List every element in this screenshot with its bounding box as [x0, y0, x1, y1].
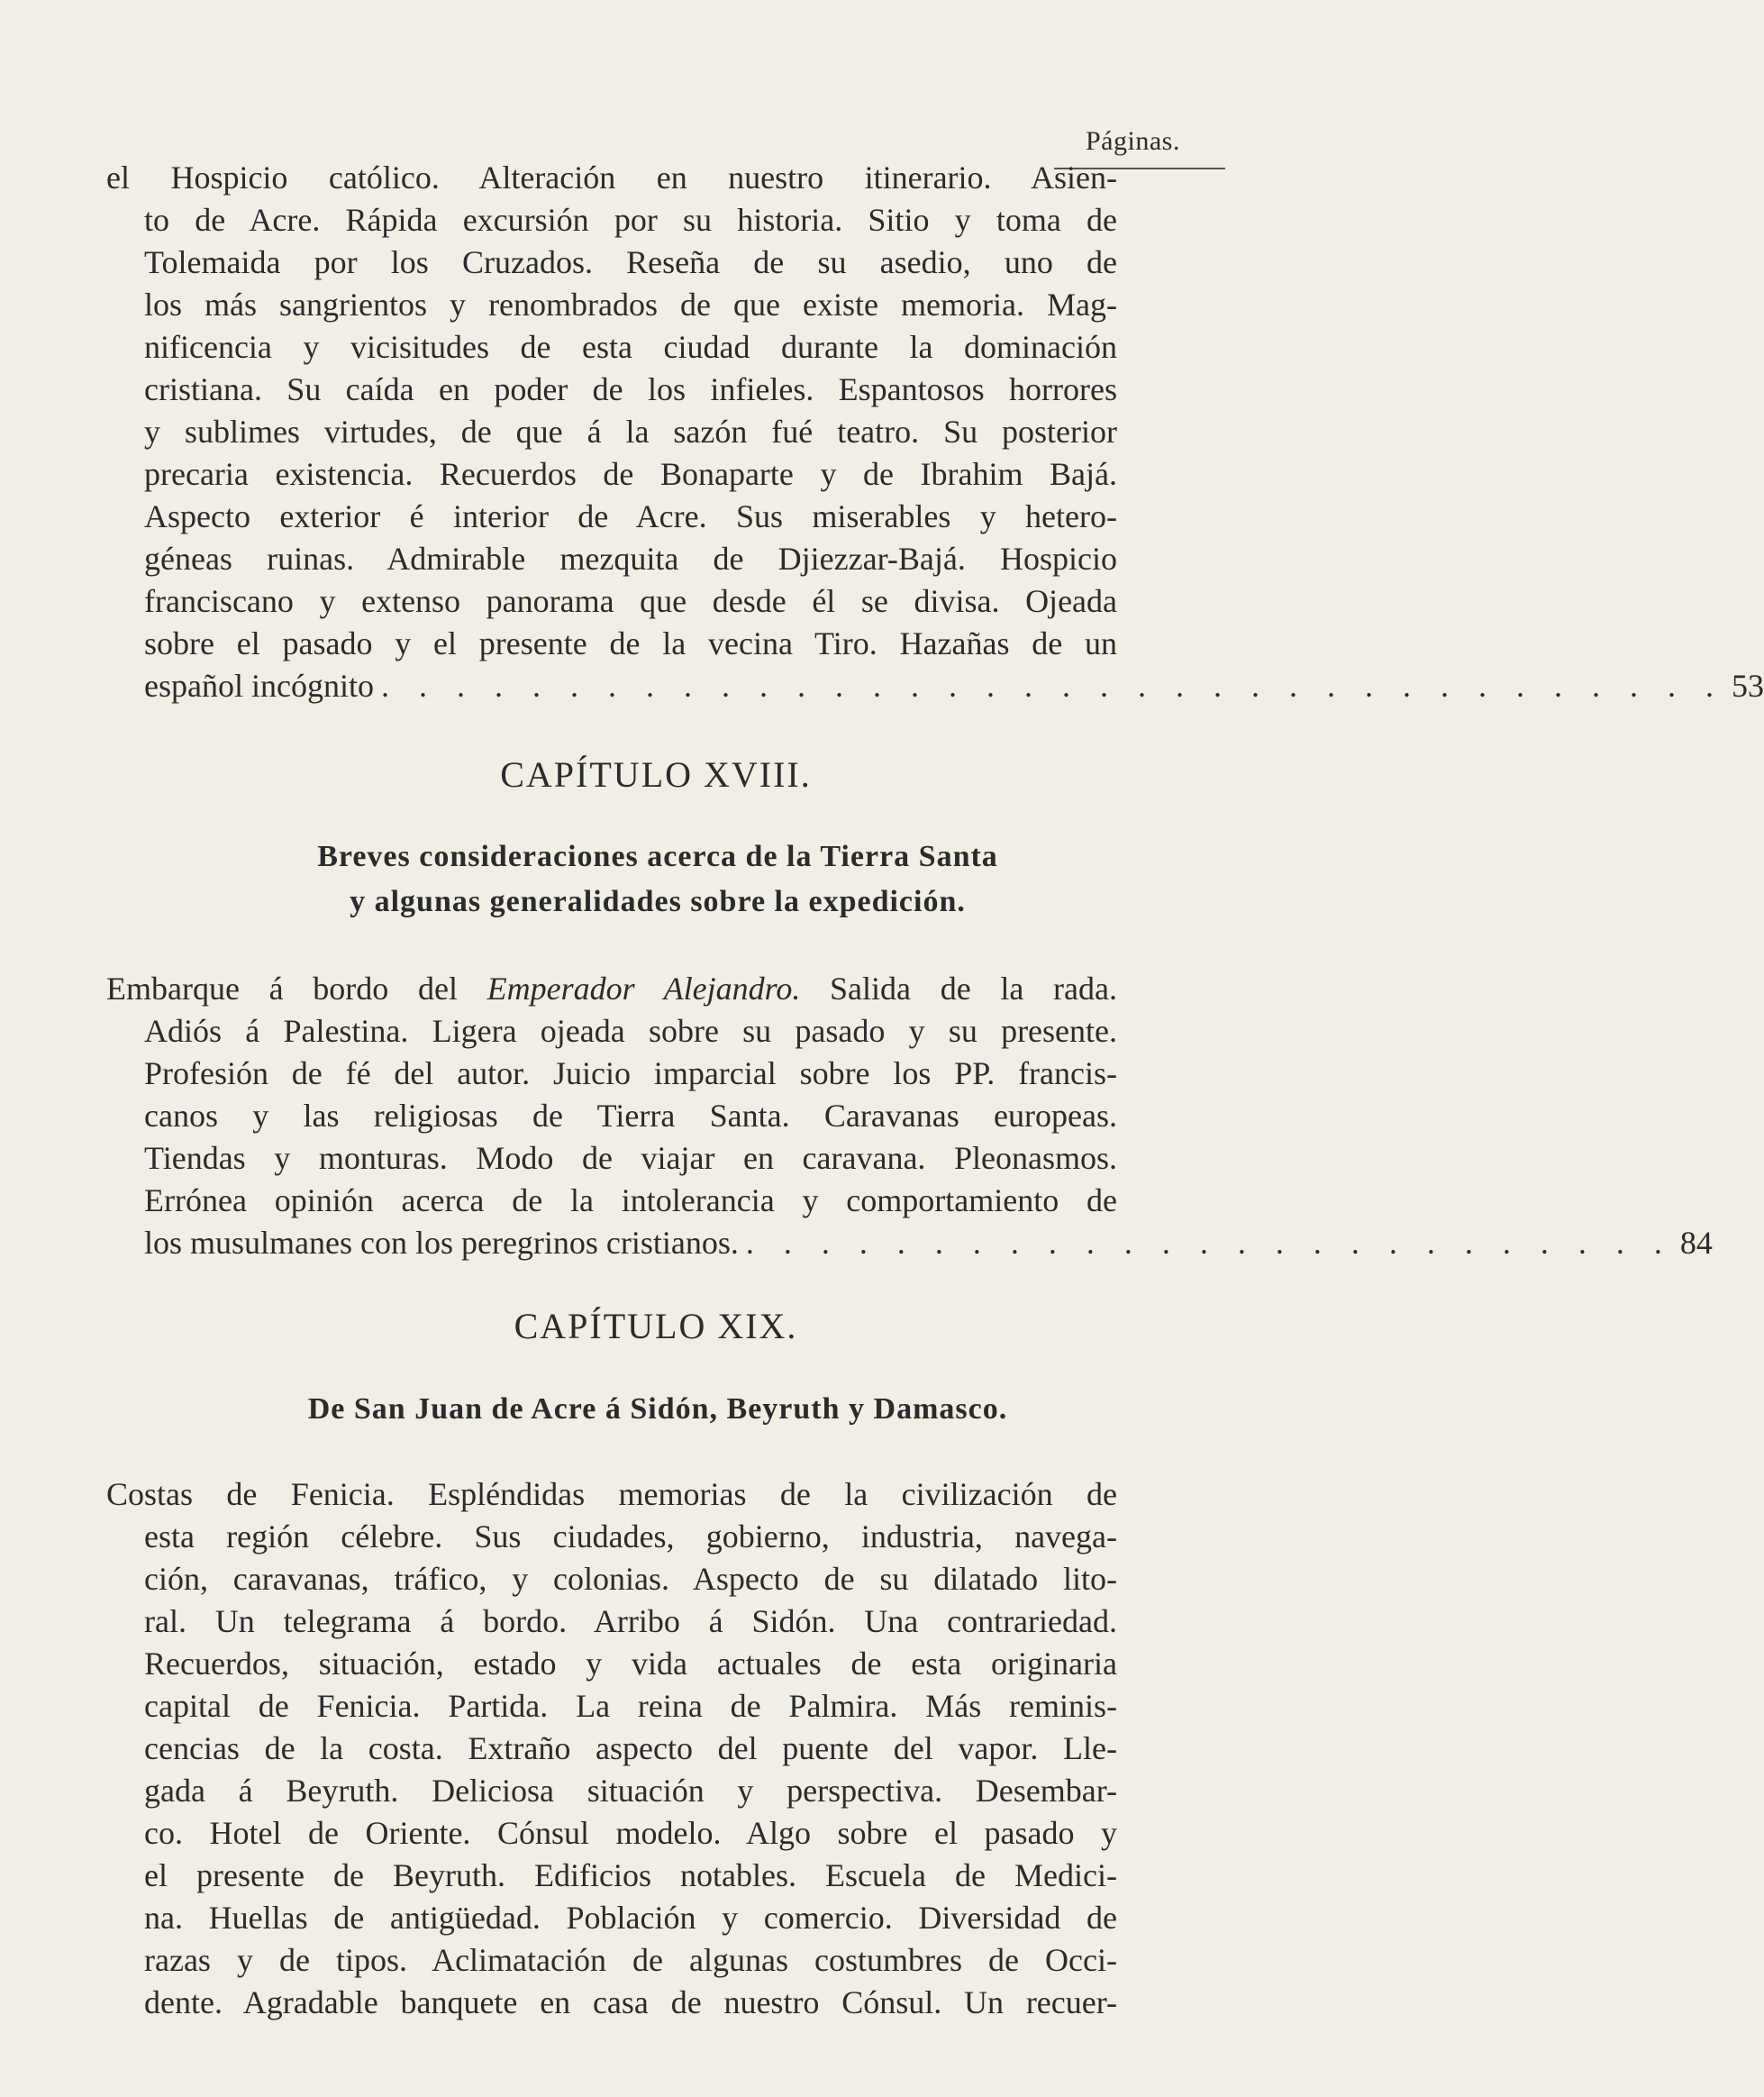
summary-line: na. Huellas de antigüedad. Población y comercio. Diversidad de — [144, 1900, 1117, 1936]
summary-line: Aspecto exterior é interior de Acre. Sus miserables y hetero- — [144, 498, 1117, 534]
summary-line: Adiós á Palestina. Ligera ojeada sobre su pasado y su presente. — [144, 1013, 1117, 1049]
leader-dots: . . . . . . . . . . . . . . . . . . . . . . . . . . . . . . . . . . . . — [380, 668, 1724, 704]
chapter-18-subtitle: Breves consideraciones acerca de la Tierra Santa — [317, 840, 998, 873]
summary-line: dente. Agradable banquete en casa de nuestro Cónsul. Un recuer- — [144, 1984, 1117, 2020]
summary-line: gada á Beyruth. Deliciosa situación y perspectiva. Desembar- — [144, 1773, 1117, 1809]
toc-entry — [144, 1223, 1713, 1263]
summary-line: el presente de Beyruth. Edificios notables. Escuela de Medici- — [144, 1857, 1117, 1893]
summary-line: precaria existencia. Recuerdos de Bonaparte y de Ibrahim Bajá. — [144, 456, 1117, 492]
summary-line: y sublimes virtudes, de que á la sazón fué teatro. Su posterior — [144, 414, 1117, 450]
summary-line: Tiendas y monturas. Modo de viajar en caravana. Pleonasmos. — [144, 1140, 1117, 1176]
summary-line: Profesión de fé del autor. Juicio imparcial sobre los PP. francis- — [144, 1055, 1117, 1091]
summary-line: los musulmanes con los peregrinos cristianos. — [144, 1225, 739, 1261]
summary-line: Recuerdos, situación, estado y vida actuales de esta originaria — [144, 1646, 1117, 1682]
summary-line: to de Acre. Rápida excursión por su historia. Sitio y toma de — [144, 202, 1117, 238]
page-number: 53 — [1731, 668, 1764, 704]
page-number: 84 — [1679, 1225, 1713, 1261]
summary-text: Embarque á bordo del — [106, 971, 487, 1007]
summary-line: géneas ruinas. Admirable mezquita de Djiezzar-Bajá. Hospicio — [144, 541, 1117, 577]
summary-line: esta región célebre. Sus ciudades, gobierno, industria, navega- — [144, 1518, 1117, 1555]
ship-name: Emperador Alejandro. — [486, 971, 801, 1007]
summary-line: Costas de Fenicia. Espléndidas memorias de la civilización de — [106, 1476, 1117, 1512]
summary-line: los más sangrientos y renombrados de que existe memoria. Mag- — [144, 287, 1117, 323]
chapter-19-subtitle: De San Juan de Acre á Sidón, Beyruth y Damasco. — [307, 1392, 1008, 1426]
chapter-18-subtitle: y algunas generalidades sobre la expedición. — [350, 885, 966, 918]
toc-entry — [144, 666, 1764, 706]
summary-line: Errónea opinión acerca de la intolerancia y comportamiento de — [144, 1182, 1117, 1218]
chapter-18-title: CAPÍTULO XVIII. — [500, 754, 812, 795]
summary-line: ción, caravanas, tráfico, y colonias. Aspecto de su dilatado lito- — [144, 1561, 1117, 1597]
summary-line: franciscano y extenso panorama que desde él se divisa. Ojeada — [144, 583, 1117, 619]
summary-line: cencias de la costa. Extraño aspecto del puente del vapor. Lle- — [144, 1730, 1117, 1766]
summary-line — [106, 969, 1117, 1008]
summary-line: razas y de tipos. Aclimatación de algunas costumbres de Occi- — [144, 1942, 1117, 1978]
summary-line: nificencia y vicisitudes de esta ciudad durante la dominación — [144, 329, 1117, 365]
pages-column-header: Páginas. — [1086, 126, 1180, 156]
summary-line: sobre el pasado y el presente de la vecina Tiro. Hazañas de un — [144, 625, 1117, 661]
summary-text: Salida de la rada. — [800, 971, 1118, 1007]
chapter-19-title: CAPÍTULO XIX. — [514, 1306, 798, 1346]
summary-line: español incógnito — [144, 668, 374, 704]
summary-line: cristiana. Su caída en poder de los infieles. Espantosos horrores — [144, 371, 1117, 407]
summary-line: co. Hotel de Oriente. Cónsul modelo. Algo sobre el pasado y — [144, 1815, 1117, 1851]
summary-line: el Hospicio católico. Alteración en nuestro itinerario. Asien- — [106, 160, 1117, 196]
summary-line: capital de Fenicia. Partida. La reina de Palmira. Más reminis- — [144, 1688, 1117, 1724]
summary-line: canos y las religiosas de Tierra Santa. Caravanas europeas. — [144, 1098, 1117, 1134]
summary-line: ral. Un telegrama á bordo. Arribo á Sidón. Una contrariedad. — [144, 1603, 1117, 1639]
summary-line: Tolemaida por los Cruzados. Reseña de su asedio, uno de — [144, 244, 1117, 280]
leader-dots: . . . . . . . . . . . . . . . . . . . . . . . . . — [745, 1225, 1673, 1261]
